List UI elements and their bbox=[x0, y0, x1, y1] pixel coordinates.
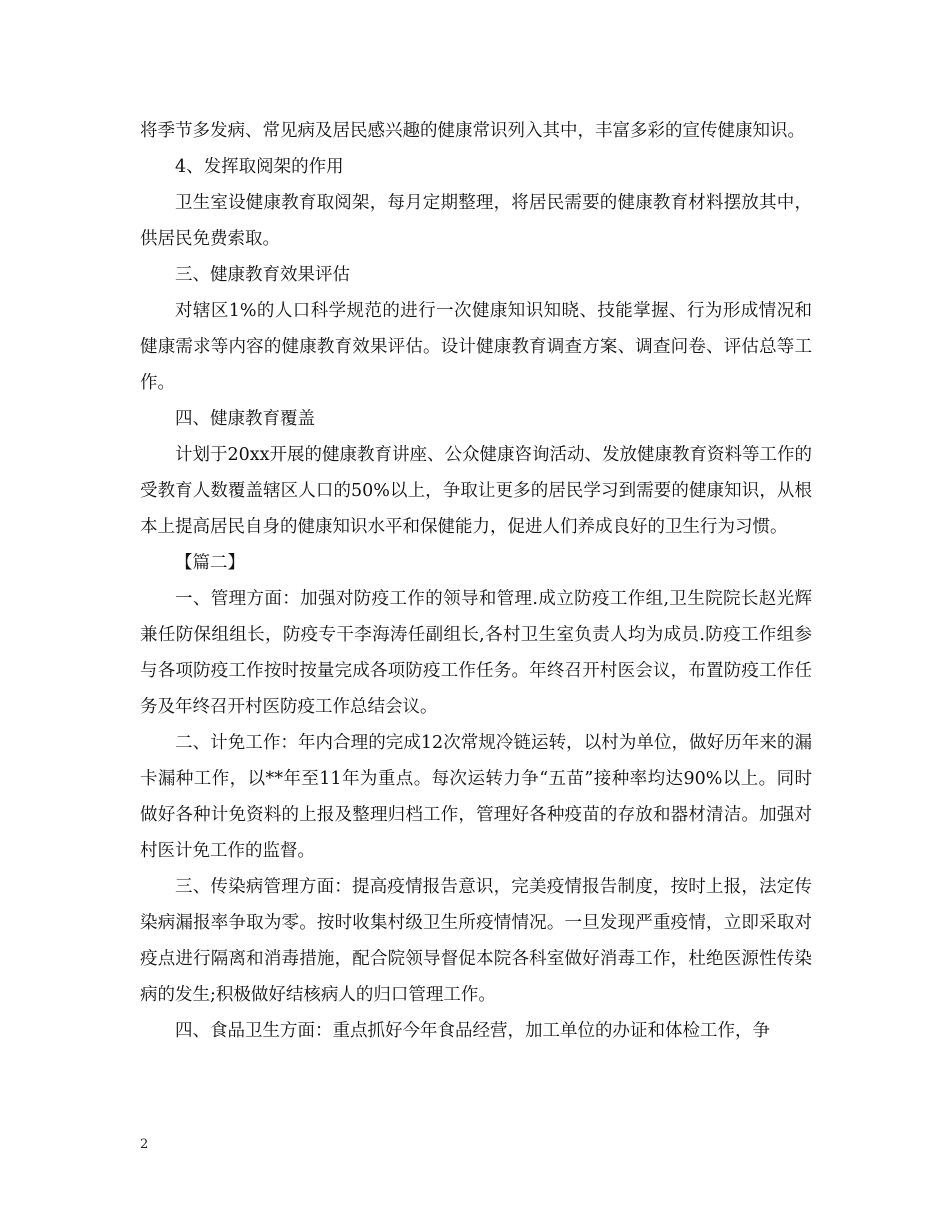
paragraph: 计划于20xx开展的健康教育讲座、公众健康咨询活动、发放健康教育资料等工作的受教育人数覆盖辖区人口的50%以上，争取让更多的居民学习到需要的健康知识，从根本上提高居民自身的健康知识水平和保健能力，促进人们养成良好的卫生行为习惯。 bbox=[140, 445, 813, 537]
paragraph: 对辖区1%的人口科学规范的进行一次健康知识知晓、技能掌握、行为形成情况和健康需求等内容的健康教育效果评估。设计健康教育调查方案、调查问卷、评估总等工作。 bbox=[140, 301, 812, 393]
section-heading: 四、健康教育覆盖 bbox=[175, 409, 315, 429]
paragraph: 四、食品卫生方面：重点抓好今年食品经营，加工单位的办证和体检工作，争 bbox=[175, 1021, 770, 1041]
paragraph: 三、传染病管理方面：提高疫情报告意识，完美疫情报告制度，按时上报，法定传染病漏报率争取为零。按时收集村级卫生所疫情情况。一旦发现严重疫情，立即采取对疫点进行隔离和消毒措施，配合院领导督促本院各科室做好消毒工作，杜绝医源性传染病的发生;积极做好结核病人的归口管理工作。 bbox=[140, 877, 812, 1005]
document-body bbox=[140, 113, 812, 1049]
paragraph: 二、计免工作：年内合理的完成12次常规冷链运转，以村为单位，做好历年来的漏卡漏种工作，以**年至11年为重点。每次运转力争“五苗”接种率均达90%以上。同时做好各种计免资料的上报及整理归档工作，管理好各种疫苗的存放和器材清洁。加强对村医计免工作的监督。 bbox=[140, 733, 812, 861]
paragraph: 一、管理方面：加强对防疫工作的领导和管理.成立防疫工作组,卫生院院长赵光辉兼任防保组组长，防疫专干李海涛任副组长,各村卫生室负责人均为成员.防疫工作组参与各项防疫工作按时按量完成各项防疫工作任务。年终召开村医会议，布置防疫工作任务及年终召开村医防疫工作总结会议。 bbox=[140, 589, 812, 717]
paragraph: 4、发挥取阅架的作用 bbox=[175, 157, 344, 177]
chapter-heading: 【篇二】 bbox=[175, 553, 245, 573]
section-heading: 三、健康教育效果评估 bbox=[175, 265, 350, 285]
page-number: 2 bbox=[140, 1137, 149, 1152]
paragraph: 将季节多发病、常见病及居民感兴趣的健康常识列入其中，丰富多彩的宣传健康知识。 bbox=[140, 121, 805, 141]
paragraph: 卫生室设健康教育取阅架，每月定期整理，将居民需要的健康教育材料摆放其中，供居民免费索取。 bbox=[140, 193, 812, 249]
